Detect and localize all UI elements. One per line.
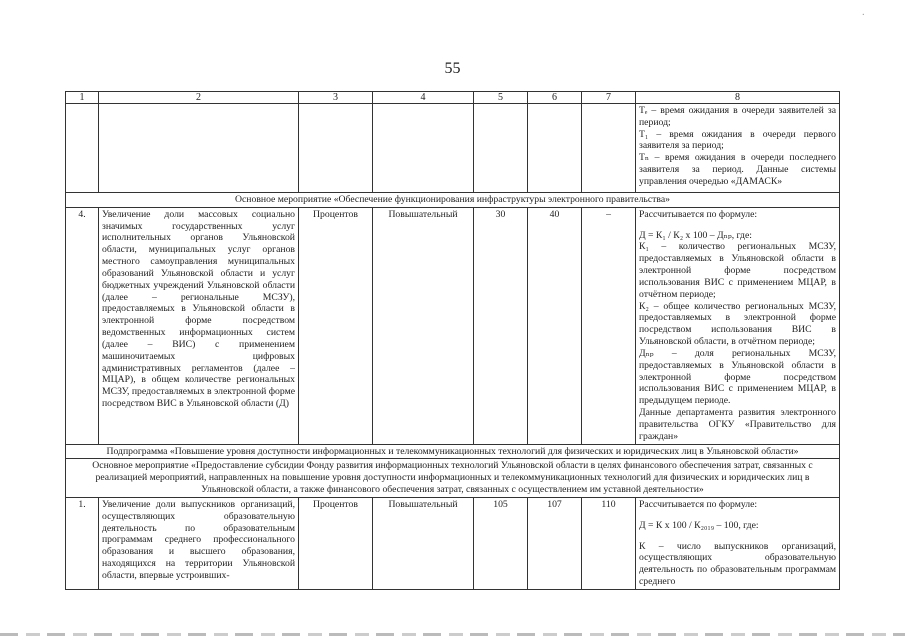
section-title: Основное мероприятие «Предоставление субсидии Фонду развития информационных технологий Ульяновской области в целях финансового обеспечения затрат, связанных с реализацией мероприятий, направленных на повышение уровня доступности информационных и телекоммуникационных технологий для физических и юридических лиц в Ульяновской области, а также финансового обеспечения затрат, связанных с осуществлением им уставной деятельности» — [66, 459, 840, 497]
header-cell: 7 — [582, 92, 636, 104]
method-cell — [636, 207, 840, 444]
table-row — [66, 104, 840, 193]
value-cell: 40 — [528, 207, 582, 444]
header-cell: 6 — [528, 92, 582, 104]
indicator-table — [65, 91, 840, 590]
table-row — [66, 207, 840, 444]
header-cell: 5 — [474, 92, 528, 104]
subprogram-row — [66, 444, 840, 459]
value-cell: 30 — [474, 207, 528, 444]
section-title: Основное мероприятие «Обеспечение функционирования инфраструктуры электронного правительства» — [66, 193, 840, 208]
table-row — [66, 497, 840, 589]
definition-text: К₁ – количество региональных МСЗУ, предоставляемых в Ульяновской области в электронной форме посредством использования ВИС с применением МЦАР, в отчётном периоде; — [639, 241, 836, 300]
indicator-name: Увеличение доли массовых социально значимых государственных услуг исполнительных органов Ульяновской области, муниципальных услуг органов местного самоуправления муниципальных образований Ульяновской области и услуг бюджетных учреждений Ульяновской области (далее – региональные МСЗУ), предоставляемых в Ульяновской области в электронной форме посредством ведомственных информационных систем (далее – ВИС) с применением машиночитаемых цифровых административных регламентов (далее – МЦАР), в общем количестве региональных МСЗУ, предоставляемых в электронной форме посредством ВИС в Ульяновской области (Д) — [99, 207, 299, 444]
section-row — [66, 193, 840, 208]
type-cell: Повышательный — [373, 497, 474, 589]
method-intro: Рассчитывается по формуле: — [639, 498, 758, 510]
page-number: 55 — [444, 60, 461, 77]
header-cell: 8 — [636, 92, 840, 104]
row-number: 1. — [66, 497, 99, 589]
scan-mark: · — [861, 10, 865, 21]
definition-text: Тₙ – время ожидания в очереди последнего заявителя за период. Данные системы управления очередью «ДАМАСК» — [639, 152, 836, 187]
value-cell: – — [582, 207, 636, 444]
scan-edge — [0, 633, 905, 636]
definition-text: К – число выпускников организаций, осуществляющих образовательную деятельность по образовательным программам среднего — [639, 540, 836, 588]
method-cell — [636, 497, 840, 589]
header-cell: 4 — [373, 92, 474, 104]
method-cell — [636, 104, 840, 193]
value-cell: 110 — [582, 497, 636, 589]
row-number: 4. — [66, 207, 99, 444]
method-intro: Рассчитывается по формуле: — [639, 208, 758, 220]
subprogram-title: Подпрограмма «Повышение уровня доступности информационных и телекоммуникационных технологий для физических и юридических лиц в Ульяновской области» — [66, 444, 840, 459]
formula: Д = К₁ / К₂ х 100 – Дₙₚ, где: — [639, 229, 752, 241]
definition-text: Дₙₚ – доля региональных МСЗУ, предоставляемых в Ульяновской области в электронной форме посредством использования ВИС с применением МЦАР, в предыдущем периоде. — [639, 347, 836, 407]
header-row — [66, 92, 840, 104]
data-source: Данные департамента развития электронного правительства ОГКУ «Правительство для граждан» — [639, 407, 836, 442]
header-cell: 2 — [99, 92, 299, 104]
definition-text: К₂ – общее количество региональных МСЗУ, предоставляемых в электронной форме посредством использования ВИС в Ульяновской области, в отчётном периоде; — [639, 300, 836, 348]
header-cell: 3 — [299, 92, 373, 104]
formula: Д = К х 100 / К₂₀₁₉ – 100, где: — [639, 519, 759, 531]
value-cell: 107 — [528, 497, 582, 589]
definition-text: Т₁ – время ожидания в очереди первого заявителя за период; — [639, 128, 836, 152]
definition-text: Тₑ – время ожидания в очереди заявителей за период; — [639, 105, 836, 128]
section-row — [66, 459, 840, 497]
unit-cell: Процентов — [299, 497, 373, 589]
header-cell: 1 — [66, 92, 99, 104]
indicator-name: Увеличение доли выпускников организаций, осуществляющих образовательную деятельность по образовательным программам среднего профессионального образования и высшего образования, находящихся на территории Ульяновской области, впервые устроивших- — [99, 497, 299, 589]
unit-cell: Процентов — [299, 207, 373, 444]
type-cell: Повышательный — [373, 207, 474, 444]
value-cell: 105 — [474, 497, 528, 589]
